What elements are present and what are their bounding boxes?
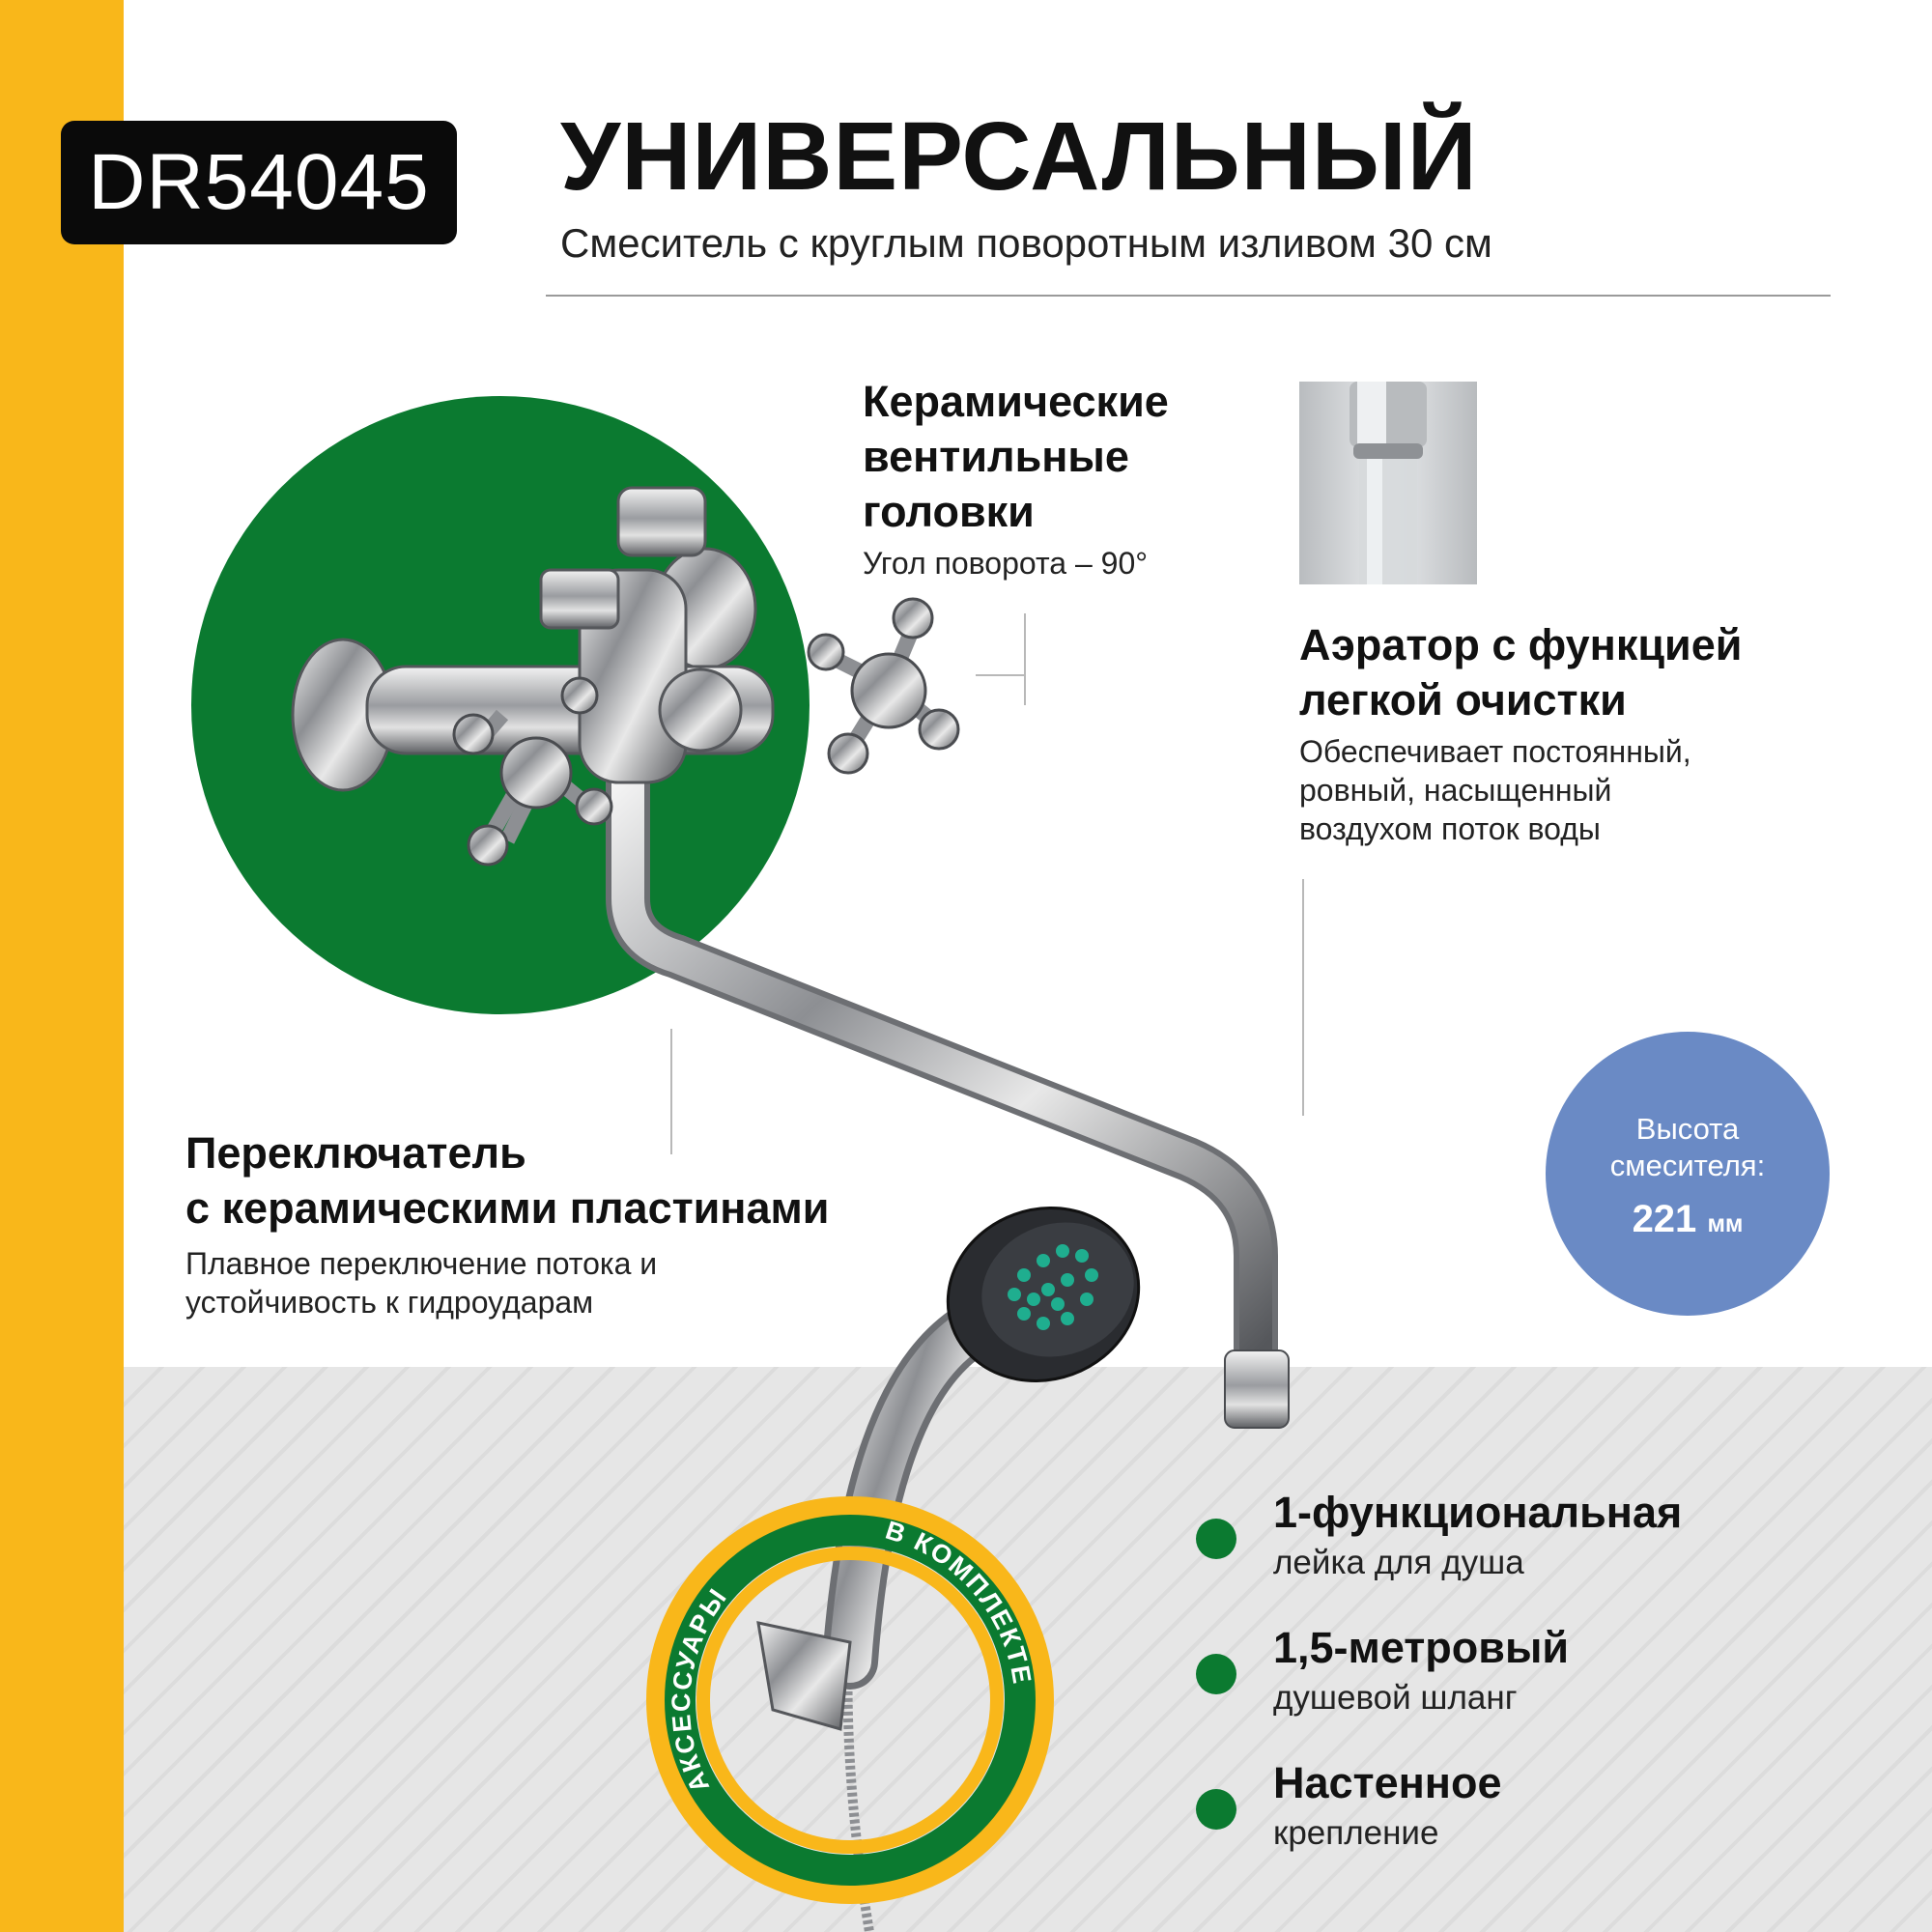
yellow-side-bar <box>0 0 124 1932</box>
aerator-desc-line-3: воздухом поток воды <box>1299 811 1601 846</box>
valves-leader-line-h <box>976 674 1026 676</box>
accessories-badge-right-text: В КОМПЛЕКТЕ <box>882 1515 1037 1688</box>
product-code-badge: DR54045 <box>61 121 457 244</box>
aerator-leader-line <box>1302 879 1304 1116</box>
aerator-icon <box>1299 382 1477 584</box>
accessories-badge <box>618 1468 1082 1932</box>
header-divider <box>546 295 1831 297</box>
aerator-desc-line-1: Обеспечивает постоянный, <box>1299 734 1691 769</box>
height-label <box>1546 1111 1830 1184</box>
aerator-title-line-2: легкой очистки <box>1299 675 1627 724</box>
valves-title-line-3: головки <box>863 487 1035 536</box>
aerator-photo <box>1299 382 1477 584</box>
bullet-dot-2 <box>1196 1654 1236 1694</box>
height-unit: мм <box>1707 1210 1744 1237</box>
height-value: 221 <box>1632 1198 1697 1240</box>
accessories-badge-left-text: АКСЕССУАРЫ <box>666 1582 733 1798</box>
bullet-dot-1 <box>1196 1519 1236 1559</box>
aerator-desc-line-2: ровный, насыщенный <box>1299 773 1612 808</box>
aerator-title-line-1: Аэратор с функцией <box>1299 620 1743 669</box>
height-label-line-2: смесителя: <box>1609 1149 1766 1182</box>
aerator-feature-title <box>1299 617 1742 727</box>
product-title: УНИВЕРСАЛЬНЫЙ <box>560 102 1478 211</box>
bullet-1-desc: лейка для душа <box>1273 1544 1524 1581</box>
bullet-1-title: 1-функциональная <box>1273 1488 1683 1537</box>
bullet-3-desc: крепление <box>1273 1814 1439 1852</box>
product-subtitle: Смеситель с круглым поворотным изливом 30 см <box>560 220 1492 266</box>
switch-feature-title <box>185 1125 829 1236</box>
bullet-2-title: 1,5-метровый <box>1273 1623 1570 1672</box>
bullet-3-title: Настенное <box>1273 1758 1502 1807</box>
bullet-dot-3 <box>1196 1789 1236 1830</box>
switch-title-line-1: Переключатель <box>185 1128 526 1178</box>
switch-desc-line-2: устойчивость к гидроударам <box>185 1285 594 1320</box>
switch-title-line-2: с керамическими пластинами <box>185 1183 830 1233</box>
green-background-circle <box>191 396 810 1014</box>
height-badge <box>1546 1032 1830 1316</box>
height-value-row <box>1546 1198 1830 1241</box>
bullet-2-desc: душевой шланг <box>1273 1679 1518 1717</box>
aerator-feature-desc <box>1299 732 1691 848</box>
valves-title-line-1: Керамические <box>863 377 1169 426</box>
switch-desc-line-1: Плавное переключение потока и <box>185 1246 658 1281</box>
switch-feature-desc <box>185 1244 657 1321</box>
valves-feature-title <box>863 374 1169 539</box>
valves-leader-line-v <box>1024 613 1026 705</box>
valves-title-line-2: вентильные <box>863 432 1129 481</box>
height-label-line-1: Высота <box>1635 1112 1740 1146</box>
valves-feature-desc: Угол поворота – 90° <box>863 546 1149 581</box>
